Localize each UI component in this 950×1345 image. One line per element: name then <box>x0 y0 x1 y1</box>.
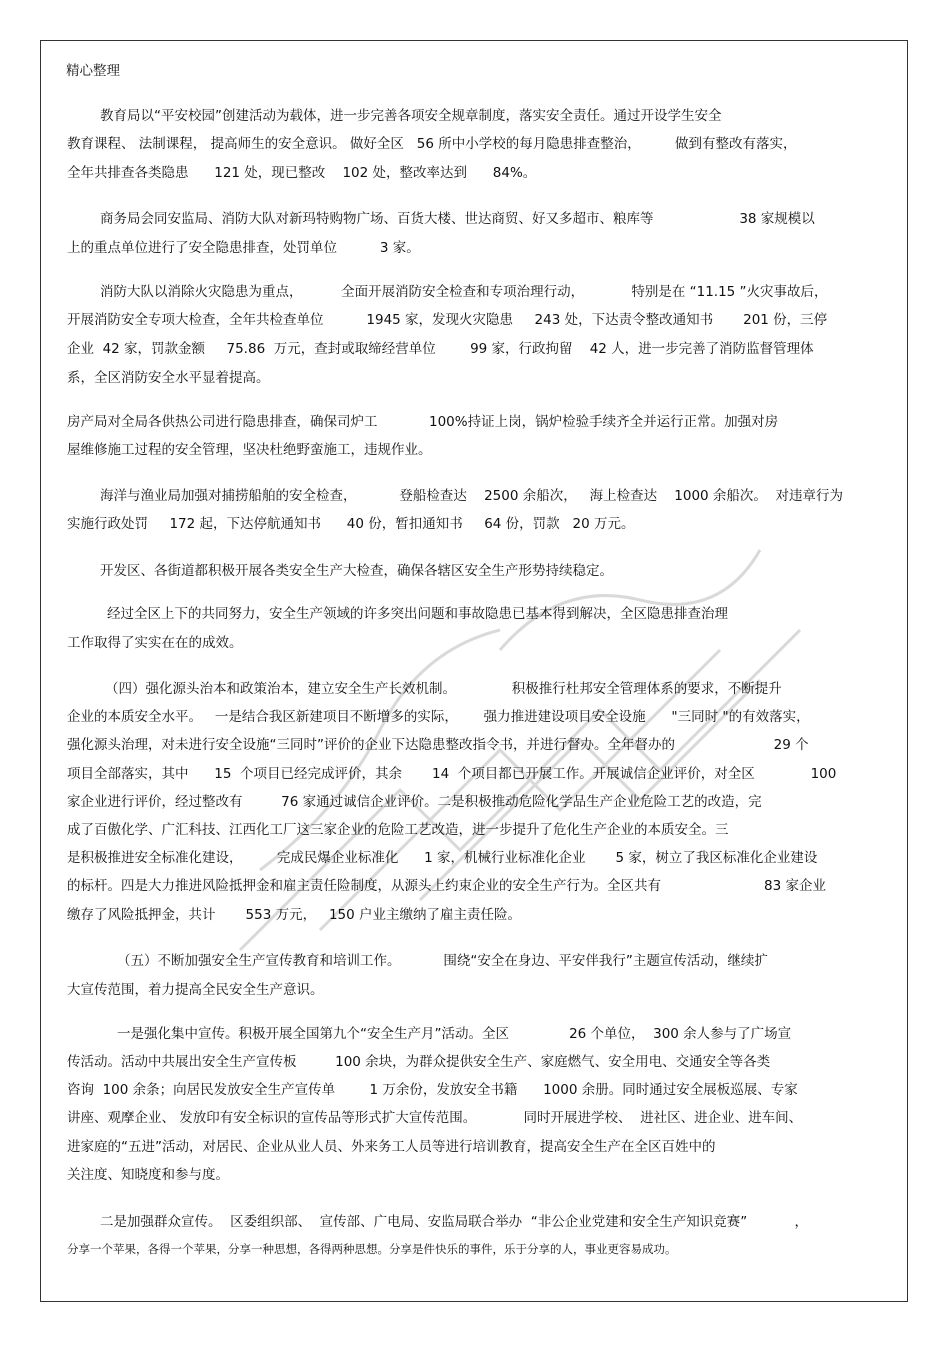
text-line: 一是强化集中宣传。积极开展全国第九个“安全生产月”活动。全区 26 个单位， 300 余人参与了广场宣 <box>117 1026 792 1042</box>
text-line: 海洋与渔业局加强对捕捞船舶的安全检查， 登船检查达 2500 余船次， 海上检查达 1000 余船次。 对违章行为 <box>100 488 843 504</box>
text-line: 开展消防安全专项大检查，全年共检查单位 1945 家，发现火灾隐患 243 处，下达责令整改通知书 201 份，三停 <box>67 312 828 328</box>
text-line: 是积极推进安全标准化建设， 完成民爆企业标准化 1 家，机械行业标准化企业 5 家，树立了我区标准化企业建设 <box>67 850 818 866</box>
text-line: 企业的本质安全水平。 一是结合我区新建项目不断增多的实际， 强力推进建设项目安全设施 "三同时 "的有效落实， <box>67 709 810 725</box>
text-line: 咨询 100 余条；向居民发放安全生产宣传单 1 万余份，发放安全书籍 1000 余册。同时通过安全展板巡展、专家 <box>67 1082 798 1098</box>
text-line: （五）不断加强安全生产宣传教育和培训工作。 围绕“安全在身边、平安伴我行”主题宣传活动，继续扩 <box>117 953 768 969</box>
text-line: 传活动。活动中共展出安全生产宣传板 100 余块，为群众提供安全生产、家庭燃气、安全用电、交通安全等各类 <box>67 1054 771 1070</box>
text-line: 屋维修施工过程的安全管理，坚决杜绝野蛮施工，违规作业。 <box>67 442 432 458</box>
text-line: 开发区、各街道都积极开展各类安全生产大检查，确保各辖区安全生产形势持续稳定。 <box>100 563 613 579</box>
text-line: 消防大队以消除火灾隐患为重点， 全面开展消防安全检查和专项治理行动， 特别是在 “11.15 ”火灾事故后， <box>100 284 828 300</box>
header-label: 精心整理 <box>66 63 120 79</box>
text-line: 企业 42 家，罚款金额 75.86 万元，查封或取缔经营单位 99 家，行政拘留 42 人，进一步完善了消防监督管理体 <box>67 341 814 357</box>
text-line: 二是加强群众宣传。 区委组织部、 宣传部、广电局、安监局联合举办 “非公企业党建和安全生产知识竞赛” ， <box>100 1214 808 1230</box>
text-line: 系，全区消防安全水平显着提高。 <box>67 370 270 386</box>
text-line: 家企业进行评价，经过整改有 76 家通过诚信企业评价。二是积极推动危险化学品生产企业危险工艺的改造，完 <box>67 794 762 810</box>
text-line: 商务局会同安监局、消防大队对新玛特购物广场、百货大楼、世达商贸、好又多超市、粮库等 38 家规模以 <box>100 211 815 227</box>
text-line: 上的重点单位进行了安全隐患排查，处罚单位 3 家。 <box>67 240 420 256</box>
text-line: 项目全部落实，其中 15 个项目已经完成评价，其余 14 个项目都已开展工作。开展诚信企业评价，对全区 100 <box>67 766 837 782</box>
text-line: 教育局以“平安校园”创建活动为载体，进一步完善各项安全规章制度，落实安全责任。通过开设学生安全 <box>100 108 722 124</box>
text-line: 缴存了风险抵押金，共计 553 万元， 150 户业主缴纳了雇主责任险。 <box>67 907 522 923</box>
text-line: 成了百傲化学、广汇科技、江西化工厂这三家企业的危险工艺改造，进一步提升了危化生产企业的本质安全。三 <box>67 822 729 838</box>
text-line: 大宣传范围，着力提高全民安全生产意识。 <box>67 982 324 998</box>
text-line: 关注度、知晓度和参与度。 <box>67 1167 229 1183</box>
text-line: 全年共排查各类隐患 121 处，现已整改 102 处，整改率达到 84%。 <box>67 165 537 181</box>
text-line: 的标杆。四是大力推进风险抵押金和雇主责任险制度，从源头上约束企业的安全生产行为。全区共有 83 家企业 <box>67 878 826 894</box>
text-line: 实施行政处罚 172 起，下达停航通知书 40 份，暂扣通知书 64 份，罚款 20 万元。 <box>67 516 635 532</box>
text-line: 教育课程、 法制课程， 提高师生的安全意识。 做好全区 56 所中小学校的每月隐患排查整治， 做到有整改有落实， <box>67 136 797 152</box>
footer-note: 分享一个苹果，各得一个苹果，分享一种思想，各得两种思想。分享是件快乐的事件，乐于分享的人，事业更容易成功。 <box>67 1242 677 1256</box>
text-line: 房产局对全局各供热公司进行隐患排查，确保司炉工 100%持证上岗，锅炉检验手续齐全并运行正常。加强对房 <box>67 414 779 430</box>
text-line: 讲座、观摩企业、 发放印有安全标识的宣传品等形式扩大宣传范围。 同时开展进学校、 进社区、进企业、进车间、 <box>67 1110 803 1126</box>
text-line: 经过全区上下的共同努力，安全生产领域的许多突出问题和事故隐患已基本得到解决，全区隐患排查治理 <box>107 606 728 622</box>
text-line: 进家庭的“五进”活动，对居民、企业从业人员、外来务工人员等进行培训教育，提高安全生产在全区百姓中的 <box>67 1139 716 1155</box>
text-line: 工作取得了实实在在的成效。 <box>67 635 243 651</box>
text-line: （四）强化源头治本和政策治本，建立安全生产长效机制。 积极推行杜邦安全管理体系的要求，不断提升 <box>105 681 782 697</box>
text-line: 强化源头治理，对未进行安全设施“三同时”评价的企业下达隐患整改指令书，并进行督办。全年督办的 29 个 <box>67 737 809 753</box>
